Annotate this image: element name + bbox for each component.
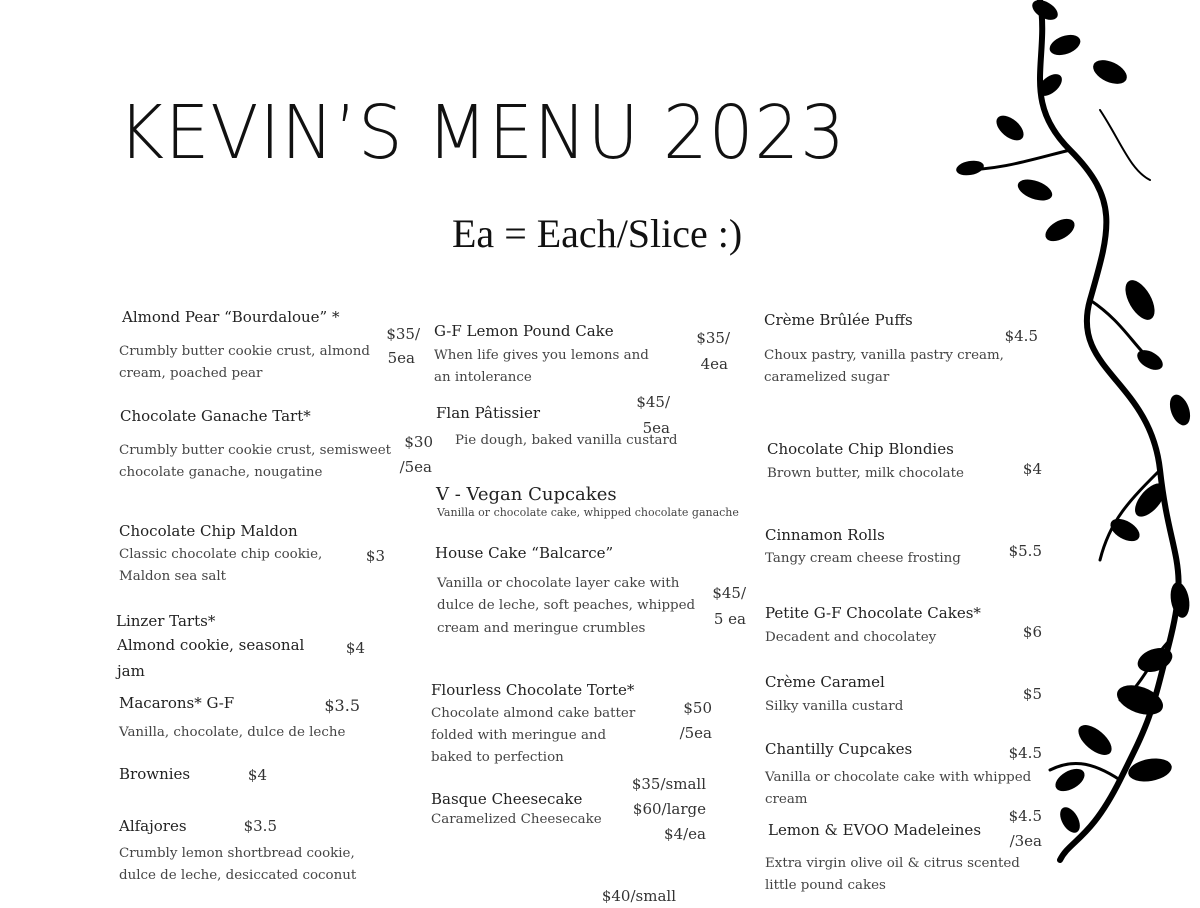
item-price-torte-1: $50 <box>683 699 712 717</box>
item-price-caramel: $5 <box>1022 685 1042 703</box>
item-desc-chantilly-1: Vanilla or chocolate cake with whipped <box>765 770 1032 785</box>
item-price-chantilly: $4.5 <box>1008 744 1042 762</box>
item-price-almond-pear-2: 5ea <box>387 349 415 367</box>
item-desc-torte-1: Chocolate almond cake batter <box>431 706 636 721</box>
item-name-vegan-cupcakes: V - Vegan Cupcakes <box>436 484 617 505</box>
item-desc-house-cake-1: Vanilla or chocolate layer cake with <box>437 576 680 591</box>
item-name-blondies: Chocolate Chip Blondies <box>767 440 954 458</box>
item-price-almond-pear-1: $35/ <box>386 325 420 343</box>
item-price-torte-2: /5ea <box>679 724 712 742</box>
item-price-madeleines-1: $4.5 <box>1008 807 1042 825</box>
item-price-house-cake-1: $45/ <box>712 584 746 602</box>
item-desc-vegan-cupcakes: Vanilla or chocolate cake, whipped chocolate ganache <box>437 506 739 519</box>
item-price-lemon-pound-1: $35/ <box>696 329 730 347</box>
item-desc-linzer-1: Almond cookie, seasonal <box>117 636 305 654</box>
item-price-blondies: $4 <box>1022 460 1042 478</box>
item-desc-lemon-pound-1: When life gives you lemons and <box>434 348 649 363</box>
item-name-torte: Flourless Chocolate Torte* <box>431 681 635 699</box>
item-desc-house-cake-2: dulce de leche, soft peaches, whipped <box>437 598 696 613</box>
item-desc-flan: Pie dough, baked vanilla custard <box>455 433 678 448</box>
item-desc-macarons: Vanilla, chocolate, dulce de leche <box>119 725 346 740</box>
item-desc-madeleines-2: little pound cakes <box>765 878 886 893</box>
item-desc-ganache-tart-1: Crumbly butter cookie crust, semisweet <box>119 443 392 458</box>
item-price-ganache-tart-2: /5ea <box>399 458 432 476</box>
floral-vine-icon <box>950 0 1200 900</box>
item-price-brownies: $4 <box>247 766 267 784</box>
item-price-flan-1: $45/ <box>636 393 670 411</box>
item-name-brownies: Brownies <box>119 765 191 783</box>
item-price-house-cake-2: 5 ea <box>713 610 746 628</box>
item-price-puffs: $4.5 <box>1004 327 1038 345</box>
item-desc-basque: Caramelized Cheesecake <box>431 812 602 827</box>
item-desc-puffs-2: caramelized sugar <box>764 370 890 385</box>
item-desc-caramel: Silky vanilla custard <box>765 699 904 714</box>
item-name-macarons: Macarons* G-F <box>119 694 235 712</box>
item-desc-blondies: Brown butter, milk chocolate <box>767 466 964 481</box>
item-price-macarons: $3.5 <box>324 696 360 715</box>
menu-subtitle: Ea = Each/Slice :) <box>452 211 743 256</box>
item-name-flan: Flan Pâtissier <box>436 404 541 422</box>
item-desc-linzer-2: jam <box>117 662 145 680</box>
item-price-lemon-pound-2: 4ea <box>700 355 728 373</box>
item-desc-house-cake-3: cream and meringue crumbles <box>437 621 646 636</box>
item-desc-cinnamon: Tangy cream cheese frosting <box>765 551 961 566</box>
item-desc-puffs-1: Choux pastry, vanilla pastry cream, <box>764 348 1004 363</box>
item-name-linzer: Linzer Tarts* <box>116 612 216 630</box>
item-price-maldon: $3 <box>365 547 385 565</box>
item-name-cinnamon: Cinnamon Rolls <box>765 526 885 544</box>
item-name-chantilly: Chantilly Cupcakes <box>765 740 913 758</box>
item-desc-maldon-2: Maldon sea salt <box>119 569 227 584</box>
item-desc-ganache-tart-2: chocolate ganache, nougatine <box>119 465 323 480</box>
item-desc-petite: Decadent and chocolatey <box>765 630 937 645</box>
item-name-house-cake: House Cake “Balcarce” <box>435 544 614 562</box>
menu-title: KEVIN’S MENU 2023 <box>118 90 846 176</box>
item-desc-almond-pear-1: Crumbly butter cookie crust, almond <box>119 344 370 359</box>
item-name-madeleines: Lemon & EVOO Madeleines <box>768 821 982 839</box>
item-price-basque-1: $35/small <box>631 775 706 793</box>
item-price-linzer: $4 <box>345 639 365 657</box>
item-desc-almond-pear-2: cream, poached pear <box>119 366 263 381</box>
item-price-flan-2: 5ea <box>642 419 670 437</box>
item-name-puffs: Crème Brûlée Puffs <box>764 311 913 329</box>
item-price-cinnamon: $5.5 <box>1008 542 1042 560</box>
item-desc-maldon-1: Classic chocolate chip cookie, <box>119 547 323 562</box>
item-price-petite: $6 <box>1022 623 1042 641</box>
item-price-ganache-tart-1: $30 <box>404 433 433 451</box>
item-price-basque-3: $4/ea <box>664 825 706 843</box>
item-name-lemon-pound: G-F Lemon Pound Cake <box>434 322 614 340</box>
item-desc-alfajores-1: Crumbly lemon shortbread cookie, <box>119 846 355 861</box>
item-name-almond-pear: Almond Pear “Bourdaloue” * <box>122 308 340 326</box>
item-price-alfajores: $3.5 <box>243 817 277 835</box>
item-price-madeleines-2: /3ea <box>1009 832 1042 850</box>
item-name-maldon: Chocolate Chip Maldon <box>119 522 298 540</box>
item-name-basque: Basque Cheesecake <box>431 790 583 808</box>
item-desc-madeleines-1: Extra virgin olive oil & citrus scented <box>765 856 1020 871</box>
item-name-petite: Petite G-F Chocolate Cakes* <box>765 604 981 622</box>
item-price-basque-2: $60/large <box>632 800 706 818</box>
item-price-partial: $40/small <box>601 887 676 905</box>
item-desc-lemon-pound-2: an intolerance <box>434 370 532 385</box>
item-desc-chantilly-2: cream <box>765 792 808 807</box>
item-name-ganache-tart: Chocolate Ganache Tart* <box>120 407 311 425</box>
item-desc-torte-2: folded with meringue and <box>431 728 607 743</box>
item-desc-torte-3: baked to perfection <box>431 750 564 765</box>
item-name-alfajores: Alfajores <box>119 817 187 835</box>
item-name-caramel: Crème Caramel <box>765 673 885 691</box>
item-desc-alfajores-2: dulce de leche, desiccated coconut <box>119 868 357 883</box>
